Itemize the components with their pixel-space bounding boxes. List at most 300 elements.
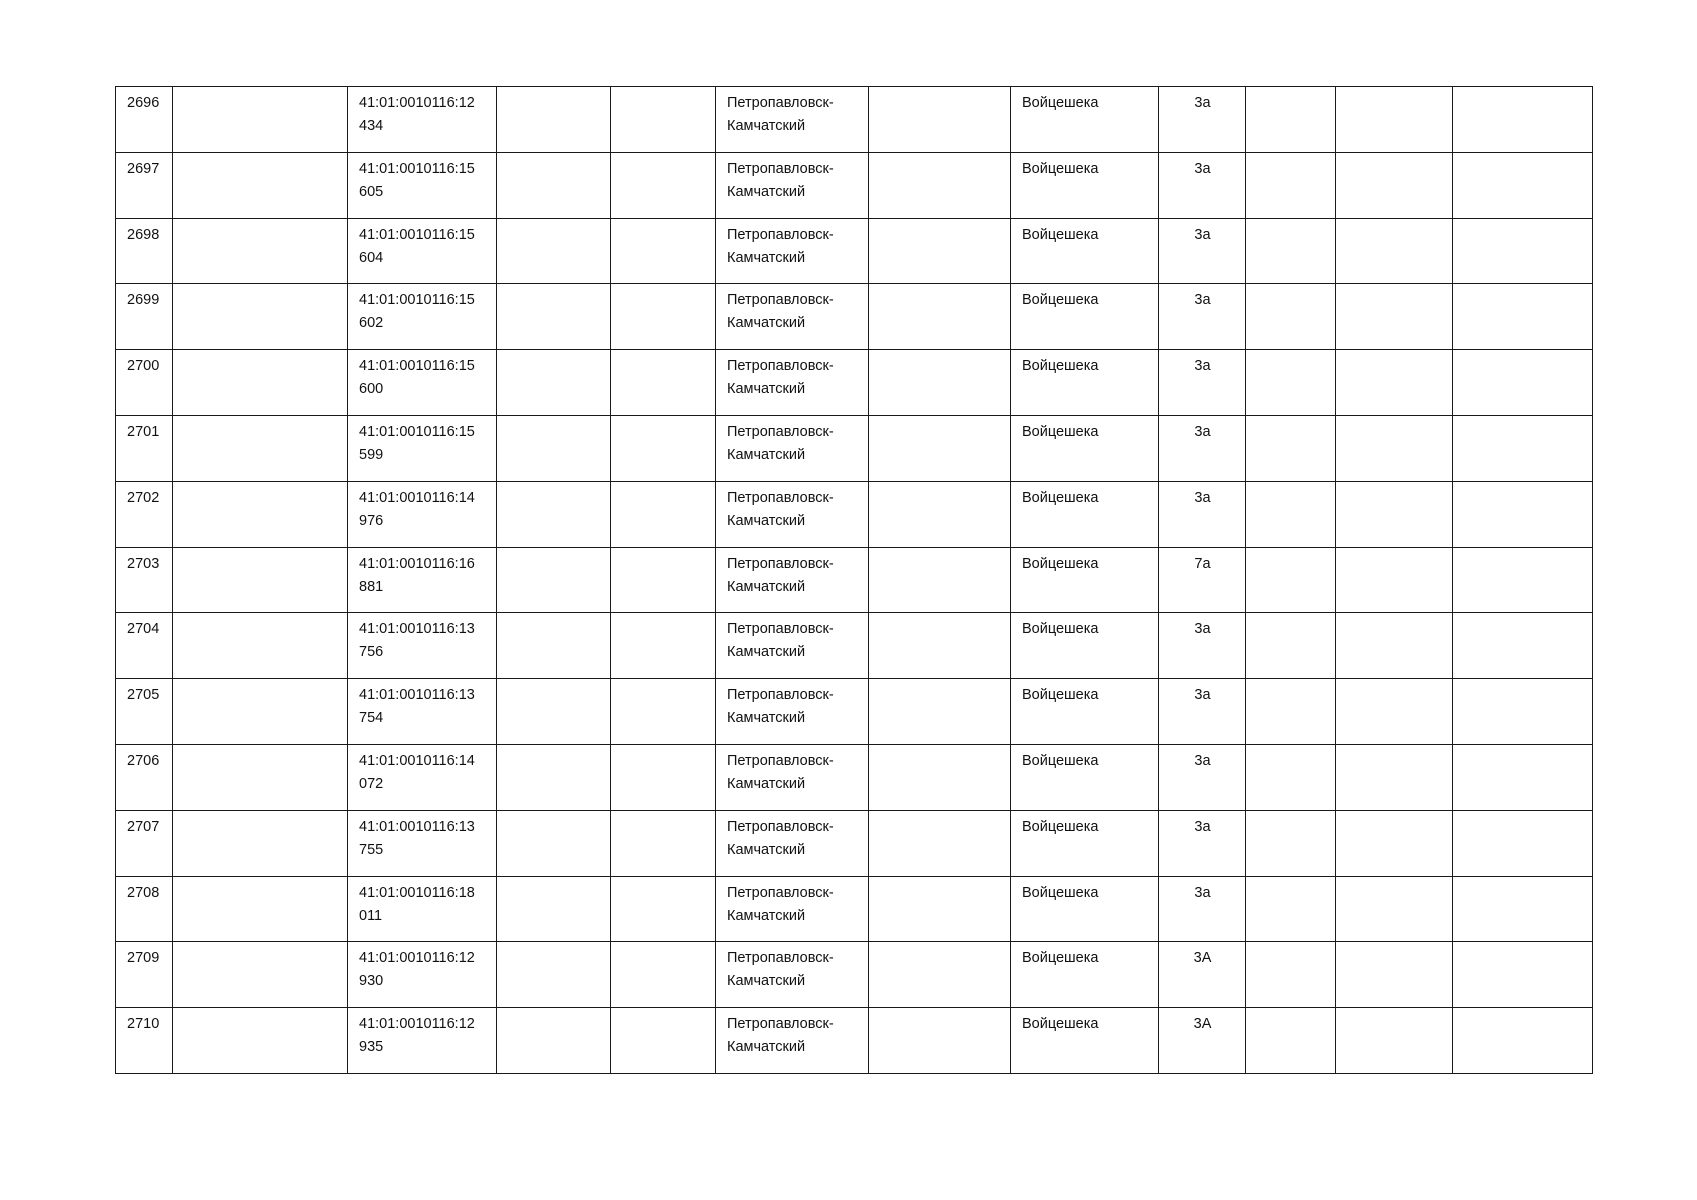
empty-cell [1246, 350, 1336, 416]
city-name-part-1: Петропавловск- [727, 95, 834, 111]
empty-cell [497, 547, 611, 613]
city-cell [716, 810, 869, 876]
empty-cell [173, 218, 348, 284]
row-number-cell [116, 942, 173, 1008]
empty-cell [869, 415, 1011, 481]
city-cell [716, 218, 869, 284]
street-name: Войцешека [1022, 226, 1099, 243]
row-number-cell [116, 876, 173, 942]
cadastral-number-part-2: 755 [359, 841, 384, 858]
cadastral-number-cell [348, 942, 497, 1008]
city-name-part-1: Петропавловск- [727, 752, 834, 769]
city-cell [716, 547, 869, 613]
table-row [116, 613, 1593, 679]
row-number-cell [116, 415, 173, 481]
empty-cell [1336, 152, 1453, 218]
city-name-part-2: Камчатский [727, 315, 806, 332]
row-number-cell [116, 547, 173, 613]
table-row [116, 284, 1593, 350]
city-name-part-2: Камчатский [727, 249, 806, 266]
empty-cell [1336, 87, 1453, 153]
street-cell [1011, 87, 1159, 153]
city-name-part-1: Петропавловск- [727, 358, 834, 375]
empty-cell [1453, 613, 1593, 679]
empty-cell [611, 481, 716, 547]
street-cell [1011, 1008, 1159, 1074]
city-name-part-1: Петропавловск- [727, 160, 834, 177]
table-row [116, 415, 1593, 481]
city-name-part-2: Камчатский [727, 907, 806, 924]
empty-cell [1246, 679, 1336, 745]
table-row [116, 87, 1593, 153]
row-number-cell [116, 481, 173, 547]
city-name-part-2: Камчатский [727, 973, 806, 990]
empty-cell [869, 87, 1011, 153]
cadastral-number-part-2: 756 [359, 644, 384, 661]
empty-cell [173, 284, 348, 350]
cadastral-number-cell [348, 87, 497, 153]
street-cell [1011, 152, 1159, 218]
table-row [116, 1008, 1593, 1074]
empty-cell [1336, 744, 1453, 810]
house-number: 3а [1194, 752, 1211, 769]
empty-cell [497, 1008, 611, 1074]
row-number: 2710 [127, 1016, 160, 1033]
table-row [116, 679, 1593, 745]
empty-cell [869, 876, 1011, 942]
cadastral-number-cell [348, 152, 497, 218]
row-number: 2706 [127, 752, 160, 769]
house-number: 3а [1194, 160, 1211, 177]
table-row [116, 547, 1593, 613]
empty-cell [611, 810, 716, 876]
empty-cell [497, 284, 611, 350]
empty-cell [173, 744, 348, 810]
cadastral-number-part-1: 41:01:0010116:13 [359, 687, 475, 704]
row-number: 2702 [127, 489, 160, 506]
house-number-cell [1159, 415, 1246, 481]
house-number: 7а [1194, 555, 1211, 572]
house-number: 3а [1194, 95, 1211, 111]
city-name-part-1: Петропавловск- [727, 818, 834, 835]
empty-cell [1336, 284, 1453, 350]
house-number-cell [1159, 876, 1246, 942]
empty-cell [869, 810, 1011, 876]
street-name: Войцешека [1022, 95, 1099, 111]
empty-cell [611, 942, 716, 1008]
city-cell [716, 876, 869, 942]
street-name: Войцешека [1022, 555, 1099, 572]
street-name: Войцешека [1022, 687, 1099, 704]
city-name-part-2: Камчатский [727, 841, 806, 858]
empty-cell [1453, 942, 1593, 1008]
street-cell [1011, 942, 1159, 1008]
city-name-part-1: Петропавловск- [727, 292, 834, 309]
table-row [116, 481, 1593, 547]
empty-cell [611, 613, 716, 679]
house-number: 3а [1194, 358, 1211, 375]
empty-cell [869, 1008, 1011, 1074]
cadastral-number-cell [348, 350, 497, 416]
house-number: 3а [1194, 292, 1211, 309]
empty-cell [869, 481, 1011, 547]
house-number: 3а [1194, 423, 1211, 440]
row-number: 2700 [127, 358, 160, 375]
city-cell [716, 942, 869, 1008]
empty-cell [869, 284, 1011, 350]
cadastral-number-part-2: 930 [359, 973, 384, 990]
street-cell [1011, 415, 1159, 481]
row-number: 2699 [127, 292, 160, 309]
cadastral-number-part-1: 41:01:0010116:15 [359, 423, 475, 440]
cadastral-number-cell [348, 415, 497, 481]
empty-cell [497, 218, 611, 284]
city-cell [716, 481, 869, 547]
empty-cell [869, 744, 1011, 810]
empty-cell [173, 942, 348, 1008]
house-number-cell [1159, 679, 1246, 745]
cadastral-number-part-2: 434 [359, 118, 384, 134]
empty-cell [1336, 810, 1453, 876]
cadastral-number-part-2: 599 [359, 446, 384, 463]
cadastral-number-part-1: 41:01:0010116:12 [359, 95, 475, 111]
cadastral-number-part-1: 41:01:0010116:13 [359, 621, 475, 638]
cadastral-number-part-1: 41:01:0010116:18 [359, 884, 475, 901]
city-name-part-1: Петропавловск- [727, 687, 834, 704]
house-number: 3А [1193, 1016, 1212, 1033]
empty-cell [1453, 481, 1593, 547]
empty-cell [1246, 218, 1336, 284]
empty-cell [497, 679, 611, 745]
cadastral-number-cell [348, 481, 497, 547]
cadastral-number-part-2: 935 [359, 1039, 384, 1056]
cadastral-number-part-1: 41:01:0010116:13 [359, 818, 475, 835]
empty-cell [1453, 810, 1593, 876]
empty-cell [497, 744, 611, 810]
row-number: 2698 [127, 226, 160, 243]
empty-cell [1453, 87, 1593, 153]
row-number-cell [116, 744, 173, 810]
cadastral-number-cell [348, 876, 497, 942]
cadastral-number-cell [348, 679, 497, 745]
empty-cell [611, 744, 716, 810]
street-name: Войцешека [1022, 489, 1099, 506]
cadastral-number-part-2: 072 [359, 775, 384, 792]
house-number-cell [1159, 350, 1246, 416]
cadastral-number-part-1: 41:01:0010116:15 [359, 358, 475, 375]
cadastral-number-cell [348, 547, 497, 613]
city-name-part-1: Петропавловск- [727, 555, 834, 572]
city-name-part-1: Петропавловск- [727, 489, 834, 506]
empty-cell [1246, 810, 1336, 876]
row-number-cell [116, 284, 173, 350]
house-number-cell [1159, 942, 1246, 1008]
empty-cell [1453, 350, 1593, 416]
empty-cell [1453, 284, 1593, 350]
house-number-cell [1159, 87, 1246, 153]
house-number-cell [1159, 613, 1246, 679]
cadastral-number-cell [348, 284, 497, 350]
cadastral-number-part-1: 41:01:0010116:12 [359, 950, 475, 967]
row-number: 2696 [127, 95, 160, 111]
row-number: 2703 [127, 555, 160, 572]
street-cell [1011, 350, 1159, 416]
city-name-part-2: Камчатский [727, 1039, 806, 1056]
street-name: Войцешека [1022, 1016, 1099, 1033]
empty-cell [1453, 415, 1593, 481]
empty-cell [1453, 679, 1593, 745]
empty-cell [1453, 152, 1593, 218]
city-name-part-2: Камчатский [727, 381, 806, 398]
registry-table [115, 86, 1593, 1074]
street-cell [1011, 284, 1159, 350]
empty-cell [173, 415, 348, 481]
city-cell [716, 284, 869, 350]
city-name-part-1: Петропавловск- [727, 950, 834, 967]
empty-cell [497, 613, 611, 679]
street-cell [1011, 613, 1159, 679]
city-name-part-1: Петропавловск- [727, 423, 834, 440]
house-number: 3а [1194, 818, 1211, 835]
cadastral-number-part-2: 754 [359, 710, 384, 727]
cadastral-number-part-1: 41:01:0010116:16 [359, 555, 475, 572]
house-number: 3а [1194, 687, 1211, 704]
row-number-cell [116, 1008, 173, 1074]
house-number: 3а [1194, 884, 1211, 901]
house-number: 3А [1193, 950, 1212, 967]
cadastral-number-part-2: 011 [359, 907, 383, 924]
cadastral-number-part-2: 605 [359, 183, 384, 200]
house-number-cell [1159, 547, 1246, 613]
city-name-part-1: Петропавловск- [727, 226, 834, 243]
empty-cell [497, 810, 611, 876]
table-row [116, 350, 1593, 416]
empty-cell [497, 415, 611, 481]
empty-cell [869, 613, 1011, 679]
cadastral-number-cell [348, 1008, 497, 1074]
city-name-part-2: Камчатский [727, 644, 806, 661]
empty-cell [173, 547, 348, 613]
row-number: 2697 [127, 160, 160, 177]
empty-cell [1453, 547, 1593, 613]
street-cell [1011, 876, 1159, 942]
empty-cell [1336, 350, 1453, 416]
city-cell [716, 744, 869, 810]
empty-cell [497, 876, 611, 942]
row-number-cell [116, 350, 173, 416]
street-name: Войцешека [1022, 752, 1099, 769]
empty-cell [173, 810, 348, 876]
cadastral-number-part-2: 600 [359, 381, 384, 398]
empty-cell [611, 218, 716, 284]
empty-cell [611, 547, 716, 613]
street-name: Войцешека [1022, 358, 1099, 375]
city-cell [716, 87, 869, 153]
cadastral-number-part-1: 41:01:0010116:15 [359, 160, 475, 177]
cadastral-number-part-2: 604 [359, 249, 384, 266]
empty-cell [1336, 613, 1453, 679]
table-row [116, 218, 1593, 284]
empty-cell [611, 679, 716, 745]
empty-cell [1336, 679, 1453, 745]
row-number-cell [116, 679, 173, 745]
row-number: 2705 [127, 687, 160, 704]
row-number: 2708 [127, 884, 160, 901]
empty-cell [1336, 942, 1453, 1008]
street-cell [1011, 679, 1159, 745]
empty-cell [611, 284, 716, 350]
city-cell [716, 415, 869, 481]
empty-cell [1246, 87, 1336, 153]
house-number: 3а [1194, 226, 1211, 243]
house-number-cell [1159, 810, 1246, 876]
street-cell [1011, 744, 1159, 810]
empty-cell [611, 415, 716, 481]
empty-cell [1246, 876, 1336, 942]
city-name-part-2: Камчатский [727, 775, 806, 792]
city-name-part-2: Камчатский [727, 183, 806, 200]
empty-cell [869, 547, 1011, 613]
empty-cell [869, 679, 1011, 745]
empty-cell [497, 350, 611, 416]
street-name: Войцешека [1022, 292, 1099, 309]
row-number: 2704 [127, 621, 160, 638]
empty-cell [173, 87, 348, 153]
empty-cell [1246, 415, 1336, 481]
city-cell [716, 152, 869, 218]
table-body [116, 87, 1593, 1074]
empty-cell [1246, 481, 1336, 547]
city-cell [716, 679, 869, 745]
house-number-cell [1159, 481, 1246, 547]
street-name: Войцешека [1022, 160, 1099, 177]
empty-cell [173, 876, 348, 942]
street-name: Войцешека [1022, 621, 1099, 638]
house-number: 3а [1194, 621, 1211, 638]
empty-cell [497, 152, 611, 218]
empty-cell [1246, 744, 1336, 810]
house-number-cell [1159, 1008, 1246, 1074]
city-name-part-2: Камчатский [727, 710, 806, 727]
row-number: 2701 [127, 423, 160, 440]
empty-cell [1246, 547, 1336, 613]
empty-cell [611, 152, 716, 218]
empty-cell [497, 481, 611, 547]
house-number-cell [1159, 744, 1246, 810]
street-cell [1011, 547, 1159, 613]
table-row [116, 744, 1593, 810]
empty-cell [1336, 218, 1453, 284]
street-name: Войцешека [1022, 884, 1099, 901]
street-name: Войцешека [1022, 423, 1099, 440]
street-cell [1011, 218, 1159, 284]
empty-cell [1336, 547, 1453, 613]
city-name-part-1: Петропавловск- [727, 621, 834, 638]
city-name-part-2: Камчатский [727, 446, 806, 463]
city-name-part-1: Петропавловск- [727, 1016, 834, 1033]
empty-cell [611, 1008, 716, 1074]
empty-cell [1453, 876, 1593, 942]
table-row [116, 942, 1593, 1008]
empty-cell [173, 1008, 348, 1074]
cadastral-number-part-2: 976 [359, 512, 384, 529]
cadastral-number-part-1: 41:01:0010116:14 [359, 752, 475, 769]
empty-cell [1246, 1008, 1336, 1074]
row-number-cell [116, 152, 173, 218]
empty-cell [173, 679, 348, 745]
empty-cell [173, 613, 348, 679]
empty-cell [1246, 942, 1336, 1008]
empty-cell [1336, 876, 1453, 942]
cadastral-number-part-2: 881 [359, 578, 384, 595]
city-cell [716, 1008, 869, 1074]
cadastral-number-cell [348, 744, 497, 810]
empty-cell [611, 87, 716, 153]
row-number-cell [116, 613, 173, 679]
table-row [116, 152, 1593, 218]
empty-cell [1246, 152, 1336, 218]
row-number-cell [116, 87, 173, 153]
empty-cell [497, 942, 611, 1008]
cadastral-number-part-1: 41:01:0010116:12 [359, 1016, 475, 1033]
city-cell [716, 350, 869, 416]
house-number: 3а [1194, 489, 1211, 506]
table-row [116, 810, 1593, 876]
empty-cell [1246, 284, 1336, 350]
empty-cell [1453, 1008, 1593, 1074]
empty-cell [173, 152, 348, 218]
house-number-cell [1159, 284, 1246, 350]
city-name-part-2: Камчатский [727, 512, 806, 529]
cadastral-number-part-2: 602 [359, 315, 384, 332]
street-name: Войцешека [1022, 818, 1099, 835]
row-number-cell [116, 218, 173, 284]
empty-cell [1453, 744, 1593, 810]
empty-cell [1336, 481, 1453, 547]
empty-cell [1453, 218, 1593, 284]
empty-cell [869, 152, 1011, 218]
cadastral-number-part-1: 41:01:0010116:15 [359, 226, 475, 243]
empty-cell [1336, 415, 1453, 481]
empty-cell [1336, 1008, 1453, 1074]
cadastral-number-cell [348, 810, 497, 876]
row-number: 2707 [127, 818, 160, 835]
empty-cell [869, 942, 1011, 1008]
empty-cell [869, 218, 1011, 284]
city-name-part-1: Петропавловск- [727, 884, 834, 901]
city-cell [716, 613, 869, 679]
empty-cell [1246, 613, 1336, 679]
cadastral-number-cell [348, 218, 497, 284]
street-name: Войцешека [1022, 950, 1099, 967]
cadastral-number-part-1: 41:01:0010116:15 [359, 292, 475, 309]
empty-cell [869, 350, 1011, 416]
street-cell [1011, 810, 1159, 876]
empty-cell [611, 350, 716, 416]
cadastral-number-cell [348, 613, 497, 679]
table-row [116, 876, 1593, 942]
house-number-cell [1159, 218, 1246, 284]
empty-cell [173, 481, 348, 547]
row-number: 2709 [127, 950, 160, 967]
empty-cell [611, 876, 716, 942]
street-cell [1011, 481, 1159, 547]
cadastral-number-part-1: 41:01:0010116:14 [359, 489, 475, 506]
empty-cell [173, 350, 348, 416]
city-name-part-2: Камчатский [727, 578, 806, 595]
row-number-cell [116, 810, 173, 876]
empty-cell [497, 87, 611, 153]
